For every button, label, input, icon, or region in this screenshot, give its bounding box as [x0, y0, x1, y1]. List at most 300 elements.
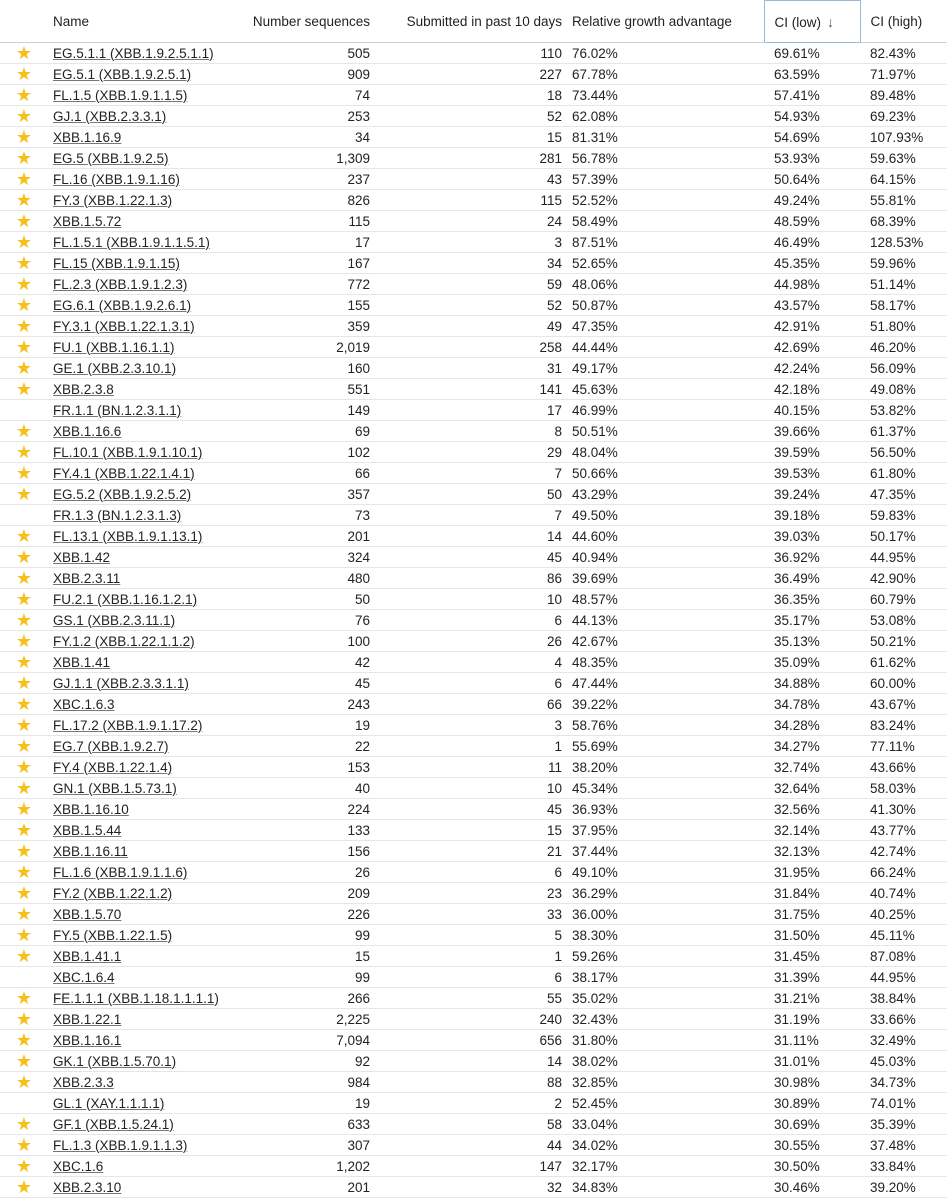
star-icon[interactable]: ★ — [15, 358, 33, 378]
star-icon[interactable]: ★ — [15, 778, 33, 798]
submitted-past-10-days-cell: 24 — [370, 211, 562, 232]
ci-high-cell: 32.49% — [860, 1030, 947, 1051]
variant-name-link[interactable]: GF.1 (XBB.1.5.24.1) — [53, 1116, 174, 1132]
table-row[interactable] — [0, 127, 947, 148]
table-row[interactable] — [0, 379, 947, 400]
table-row[interactable] — [0, 484, 947, 505]
star-cell[interactable] — [0, 1030, 48, 1051]
star-cell[interactable] — [0, 64, 48, 85]
variant-name-link[interactable]: FY.5 (XBB.1.22.1.5) — [53, 927, 173, 943]
table-row[interactable] — [0, 799, 947, 820]
table-row[interactable] — [0, 673, 947, 694]
submitted-past-10-days-cell: 45 — [370, 547, 562, 568]
ci-low-cell: 31.84% — [764, 883, 860, 904]
ci-low-cell: 34.88% — [764, 673, 860, 694]
variant-name-link[interactable]: XBB.2.3.8 — [53, 381, 114, 397]
star-cell[interactable] — [0, 610, 48, 631]
star-cell[interactable] — [0, 127, 48, 148]
star-cell[interactable] — [0, 1009, 48, 1030]
table-row[interactable] — [0, 526, 947, 547]
star-cell[interactable] — [0, 190, 48, 211]
submitted-past-10-days-cell: 66 — [370, 694, 562, 715]
star-cell[interactable] — [0, 757, 48, 778]
table-row[interactable] — [0, 442, 947, 463]
variant-name-link[interactable]: XBB.1.5.70 — [53, 906, 122, 922]
star-icon[interactable]: ★ — [15, 337, 33, 357]
table-row[interactable] — [0, 211, 947, 232]
ci-high-cell: 51.14% — [860, 274, 947, 295]
relative-growth-advantage-cell: 49.50% — [562, 505, 764, 526]
star-cell[interactable] — [0, 484, 48, 505]
variant-name-link[interactable]: GN.1 (XBB.1.5.73.1) — [53, 780, 177, 796]
table-row[interactable] — [0, 652, 947, 673]
variant-name-link[interactable]: FL.15 (XBB.1.9.1.15) — [53, 255, 180, 271]
star-icon[interactable]: ★ — [15, 904, 33, 924]
name-cell — [48, 1051, 228, 1072]
ci-low-cell: 54.93% — [764, 106, 860, 127]
ci-high-cell: 40.25% — [860, 904, 947, 925]
variant-name-link[interactable]: FR.1.3 (BN.1.2.3.1.3) — [53, 507, 182, 523]
star-icon[interactable]: ★ — [15, 715, 33, 735]
number-sequences-cell: 45 — [228, 673, 370, 694]
name-cell — [48, 43, 228, 64]
variant-name-link[interactable]: GS.1 (XBB.2.3.11.1) — [53, 612, 176, 628]
star-cell[interactable] — [0, 778, 48, 799]
star-icon[interactable]: ★ — [15, 820, 33, 840]
star-cell[interactable] — [0, 904, 48, 925]
table-row[interactable] — [0, 316, 947, 337]
name-cell — [48, 1114, 228, 1135]
table-row[interactable] — [0, 253, 947, 274]
relative-growth-advantage-cell: 46.99% — [562, 400, 764, 421]
star-cell[interactable] — [0, 106, 48, 127]
variant-name-link[interactable]: FY.1.2 (XBB.1.22.1.1.2) — [53, 633, 195, 649]
variant-name-link[interactable]: XBB.2.3.3 — [53, 1074, 114, 1090]
star-cell[interactable] — [0, 841, 48, 862]
variant-name-link[interactable]: XBB.1.5.72 — [53, 213, 122, 229]
submitted-past-10-days-cell: 1 — [370, 736, 562, 757]
star-cell[interactable] — [0, 85, 48, 106]
star-icon[interactable]: ★ — [15, 442, 33, 462]
table-row[interactable] — [0, 610, 947, 631]
table-row[interactable] — [0, 1072, 947, 1093]
submitted-past-10-days-cell: 15 — [370, 127, 562, 148]
variant-name-link[interactable]: EG.6.1 (XBB.1.9.2.6.1) — [53, 297, 192, 313]
star-cell[interactable] — [0, 631, 48, 652]
variant-name-link[interactable]: XBB.1.16.11 — [53, 843, 128, 859]
star-icon[interactable]: ★ — [15, 1051, 33, 1071]
variant-name-link[interactable]: FY.3.1 (XBB.1.22.1.3.1) — [53, 318, 195, 334]
star-icon[interactable]: ★ — [15, 631, 33, 651]
ci-low-cell: 32.13% — [764, 841, 860, 862]
star-cell[interactable] — [0, 274, 48, 295]
star-icon[interactable]: ★ — [15, 589, 33, 609]
variant-name-link[interactable]: XBC.1.6 — [53, 1158, 104, 1174]
star-icon[interactable]: ★ — [15, 526, 33, 546]
star-icon[interactable]: ★ — [15, 673, 33, 693]
star-cell[interactable] — [0, 337, 48, 358]
variant-name-link[interactable]: FU.1 (XBB.1.16.1.1) — [53, 339, 175, 355]
star-icon[interactable]: ★ — [15, 421, 33, 441]
star-cell[interactable] — [0, 799, 48, 820]
number-sequences-cell: 99 — [228, 925, 370, 946]
star-cell[interactable] — [0, 295, 48, 316]
ci-low-cell: 53.93% — [764, 148, 860, 169]
star-cell[interactable] — [0, 925, 48, 946]
star-cell[interactable] — [0, 694, 48, 715]
header-ci-low[interactable]: CI (low) ↓ — [764, 1, 860, 43]
number-sequences-cell: 909 — [228, 64, 370, 85]
table-row[interactable] — [0, 337, 947, 358]
star-cell[interactable] — [0, 589, 48, 610]
variant-name-link[interactable]: GK.1 (XBB.1.5.70.1) — [53, 1053, 177, 1069]
variant-name-link[interactable]: XBB.1.41.1 — [53, 948, 122, 964]
ci-low-cell: 30.55% — [764, 1135, 860, 1156]
table-row[interactable] — [0, 1135, 947, 1156]
variant-name-link[interactable]: FL.1.6 (XBB.1.9.1.1.6) — [53, 864, 188, 880]
variant-name-link[interactable]: XBC.1.6.3 — [53, 696, 115, 712]
ci-low-cell: 34.78% — [764, 694, 860, 715]
star-icon[interactable]: ★ — [15, 736, 33, 756]
table-row[interactable] — [0, 1156, 947, 1177]
table-row[interactable] — [0, 547, 947, 568]
star-cell[interactable] — [0, 967, 48, 988]
variant-name-link[interactable]: FY.3 (XBB.1.22.1.3) — [53, 192, 173, 208]
star-icon[interactable]: ★ — [15, 1030, 33, 1050]
ci-high-cell: 45.11% — [860, 925, 947, 946]
star-icon[interactable]: ★ — [15, 841, 33, 861]
table-row[interactable] — [0, 421, 947, 442]
star-icon[interactable]: ★ — [15, 64, 33, 84]
star-icon[interactable]: ★ — [15, 799, 33, 819]
table-row[interactable] — [0, 274, 947, 295]
star-cell[interactable] — [0, 736, 48, 757]
variant-name-link[interactable]: FL.1.5 (XBB.1.9.1.1.5) — [53, 87, 188, 103]
star-cell[interactable] — [0, 1156, 48, 1177]
star-icon[interactable]: ★ — [15, 316, 33, 336]
star-icon[interactable]: ★ — [15, 127, 33, 147]
table-row[interactable] — [0, 862, 947, 883]
name-cell — [48, 274, 228, 295]
number-sequences-cell: 7,094 — [228, 1030, 370, 1051]
variant-name-link[interactable]: EG.7 (XBB.1.9.2.7) — [53, 738, 169, 754]
table-row[interactable] — [0, 904, 947, 925]
star-cell[interactable] — [0, 820, 48, 841]
table-row[interactable] — [0, 358, 947, 379]
submitted-past-10-days-cell: 44 — [370, 1135, 562, 1156]
star-cell[interactable] — [0, 1114, 48, 1135]
star-icon[interactable]: ★ — [15, 1009, 33, 1029]
name-cell — [48, 148, 228, 169]
variant-name-link[interactable]: XBB.1.5.44 — [53, 822, 122, 838]
star-cell[interactable] — [0, 400, 48, 421]
table-row[interactable] — [0, 169, 947, 190]
table-row[interactable] — [0, 106, 947, 127]
variant-name-link[interactable]: GL.1 (XAY.1.1.1.1) — [53, 1095, 165, 1111]
table-row[interactable] — [0, 715, 947, 736]
relative-growth-advantage-cell: 58.76% — [562, 715, 764, 736]
ci-high-cell: 44.95% — [860, 967, 947, 988]
star-cell[interactable] — [0, 169, 48, 190]
variant-name-link[interactable]: XBC.1.6.4 — [53, 969, 115, 985]
star-cell[interactable] — [0, 379, 48, 400]
star-cell[interactable] — [0, 316, 48, 337]
table-row[interactable] — [0, 1114, 947, 1135]
variant-name-link[interactable]: FY.2 (XBB.1.22.1.2) — [53, 885, 173, 901]
name-cell — [48, 715, 228, 736]
ci-low-cell: 34.28% — [764, 715, 860, 736]
number-sequences-cell: 201 — [228, 526, 370, 547]
variant-name-link[interactable]: FL.2.3 (XBB.1.9.1.2.3) — [53, 276, 188, 292]
number-sequences-cell: 22 — [228, 736, 370, 757]
star-cell[interactable] — [0, 358, 48, 379]
star-cell[interactable] — [0, 505, 48, 526]
star-cell[interactable] — [0, 232, 48, 253]
name-cell — [48, 1093, 228, 1114]
number-sequences-cell: 826 — [228, 190, 370, 211]
variant-name-link[interactable]: XBB.2.3.10 — [53, 1179, 122, 1195]
star-cell[interactable] — [0, 946, 48, 967]
star-cell[interactable] — [0, 421, 48, 442]
variant-name-link[interactable]: FL.17.2 (XBB.1.9.1.17.2) — [53, 717, 203, 733]
table-row[interactable] — [0, 820, 947, 841]
star-icon[interactable]: ★ — [15, 862, 33, 882]
star-icon[interactable]: ★ — [15, 1156, 33, 1176]
variant-name-link[interactable]: EG.5 (XBB.1.9.2.5) — [53, 150, 169, 166]
table-row[interactable] — [0, 1051, 947, 1072]
variant-name-link[interactable]: FR.1.1 (BN.1.2.3.1.1) — [53, 402, 182, 418]
number-sequences-cell: 2,019 — [228, 337, 370, 358]
ci-high-cell: 59.96% — [860, 253, 947, 274]
table-row[interactable] — [0, 568, 947, 589]
variant-name-link[interactable]: XBB.2.3.11 — [53, 570, 121, 586]
ci-low-cell: 39.59% — [764, 442, 860, 463]
star-icon[interactable]: ★ — [15, 568, 33, 588]
star-icon[interactable]: ★ — [15, 169, 33, 189]
ci-high-cell: 50.21% — [860, 631, 947, 652]
table-row[interactable] — [0, 232, 947, 253]
number-sequences-cell: 102 — [228, 442, 370, 463]
star-icon[interactable]: ★ — [15, 1177, 33, 1197]
ci-high-cell: 39.20% — [860, 1177, 947, 1198]
table-row[interactable] — [0, 988, 947, 1009]
star-icon[interactable]: ★ — [15, 232, 33, 252]
variant-name-link[interactable]: GJ.1 (XBB.2.3.3.1) — [53, 108, 167, 124]
star-cell[interactable] — [0, 1135, 48, 1156]
star-icon[interactable]: ★ — [15, 1114, 33, 1134]
variant-name-link[interactable]: EG.5.1.1 (XBB.1.9.2.5.1.1) — [53, 45, 214, 61]
star-cell[interactable] — [0, 1177, 48, 1198]
ci-high-cell: 74.01% — [860, 1093, 947, 1114]
star-icon[interactable]: ★ — [15, 1135, 33, 1155]
star-cell[interactable] — [0, 442, 48, 463]
variant-name-link[interactable]: FY.4.1 (XBB.1.22.1.4.1) — [53, 465, 195, 481]
ci-low-cell: 32.74% — [764, 757, 860, 778]
ci-low-cell: 31.19% — [764, 1009, 860, 1030]
star-icon[interactable]: ★ — [15, 379, 33, 399]
star-cell[interactable] — [0, 568, 48, 589]
ci-high-cell: 71.97% — [860, 64, 947, 85]
star-icon[interactable]: ★ — [15, 946, 33, 966]
variant-name-link[interactable]: XBB.1.16.6 — [53, 423, 122, 439]
star-icon[interactable]: ★ — [15, 106, 33, 126]
name-cell — [48, 358, 228, 379]
header-submitted-past-10-days[interactable]: Submitted in past 10 days — [370, 1, 562, 43]
ci-high-cell: 50.17% — [860, 526, 947, 547]
relative-growth-advantage-cell: 38.20% — [562, 757, 764, 778]
header-name[interactable]: Name — [48, 1, 228, 43]
variant-name-link[interactable]: XBB.1.42 — [53, 549, 111, 565]
table-row[interactable] — [0, 295, 947, 316]
table-row[interactable] — [0, 925, 947, 946]
table-row[interactable] — [0, 883, 947, 904]
star-icon[interactable]: ★ — [15, 85, 33, 105]
star-icon[interactable]: ★ — [15, 253, 33, 273]
name-cell — [48, 1072, 228, 1093]
star-icon[interactable]: ★ — [15, 484, 33, 504]
variant-name-link[interactable]: FL.10.1 (XBB.1.9.1.10.1) — [53, 444, 203, 460]
variant-name-link[interactable]: XBB.1.16.10 — [53, 801, 129, 817]
star-cell[interactable] — [0, 148, 48, 169]
submitted-past-10-days-cell: 14 — [370, 526, 562, 547]
table-row[interactable] — [0, 841, 947, 862]
name-cell — [48, 757, 228, 778]
variant-name-link[interactable]: EG.5.2 (XBB.1.9.2.5.2) — [53, 486, 192, 502]
ci-high-cell: 56.50% — [860, 442, 947, 463]
submitted-past-10-days-cell: 110 — [370, 43, 562, 64]
ci-high-cell: 60.00% — [860, 673, 947, 694]
table-row[interactable] — [0, 190, 947, 211]
star-icon[interactable]: ★ — [15, 883, 33, 903]
relative-growth-advantage-cell: 87.51% — [562, 232, 764, 253]
table-row[interactable] — [0, 589, 947, 610]
star-cell[interactable] — [0, 43, 48, 64]
star-cell[interactable] — [0, 1093, 48, 1114]
header-relative-growth-advantage[interactable]: Relative growth advantage — [562, 1, 764, 43]
table-row[interactable] — [0, 43, 947, 64]
submitted-past-10-days-cell: 3 — [370, 715, 562, 736]
star-icon[interactable]: ★ — [15, 1072, 33, 1092]
table-row[interactable] — [0, 400, 947, 421]
variant-name-link[interactable]: XBB.1.41 — [53, 654, 111, 670]
star-cell[interactable] — [0, 988, 48, 1009]
table-row[interactable] — [0, 1177, 947, 1198]
table-row[interactable] — [0, 148, 947, 169]
submitted-past-10-days-cell: 6 — [370, 610, 562, 631]
variant-name-link[interactable]: GJ.1.1 (XBB.2.3.3.1.1) — [53, 675, 189, 691]
relative-growth-advantage-cell: 62.08% — [562, 106, 764, 127]
relative-growth-advantage-cell: 36.29% — [562, 883, 764, 904]
star-cell[interactable] — [0, 463, 48, 484]
table-row[interactable] — [0, 1009, 947, 1030]
star-icon[interactable]: ★ — [15, 547, 33, 567]
star-icon[interactable]: ★ — [15, 694, 33, 714]
table-row[interactable] — [0, 631, 947, 652]
variant-name-link[interactable]: FE.1.1.1 (XBB.1.18.1.1.1.1) — [53, 990, 219, 1006]
header-ci-high[interactable]: CI (high) — [860, 1, 947, 43]
star-cell[interactable] — [0, 1072, 48, 1093]
star-icon[interactable]: ★ — [15, 610, 33, 630]
number-sequences-cell: 74 — [228, 85, 370, 106]
star-cell[interactable] — [0, 715, 48, 736]
header-number-sequences[interactable]: Number sequences — [228, 1, 370, 43]
star-cell[interactable] — [0, 526, 48, 547]
star-icon[interactable]: ★ — [15, 925, 33, 945]
table-row[interactable] — [0, 757, 947, 778]
star-cell[interactable] — [0, 862, 48, 883]
submitted-past-10-days-cell: 1 — [370, 946, 562, 967]
star-icon[interactable]: ★ — [15, 190, 33, 210]
number-sequences-cell: 42 — [228, 652, 370, 673]
variant-name-link[interactable]: FY.4 (XBB.1.22.1.4) — [53, 759, 173, 775]
variant-name-link[interactable]: FL.1.3 (XBB.1.9.1.1.3) — [53, 1137, 188, 1153]
relative-growth-advantage-cell: 81.31% — [562, 127, 764, 148]
star-icon[interactable]: ★ — [15, 148, 33, 168]
star-icon[interactable]: ★ — [15, 652, 33, 672]
variant-name-link[interactable]: FL.13.1 (XBB.1.9.1.13.1) — [53, 528, 203, 544]
table-row[interactable] — [0, 778, 947, 799]
table-row[interactable] — [0, 1093, 947, 1114]
variant-name-link[interactable]: GE.1 (XBB.2.3.10.1) — [53, 360, 177, 376]
name-cell — [48, 736, 228, 757]
number-sequences-cell: 359 — [228, 316, 370, 337]
name-cell — [48, 967, 228, 988]
variant-name-link[interactable]: FU.2.1 (XBB.1.16.1.2.1) — [53, 591, 198, 607]
star-cell[interactable] — [0, 1051, 48, 1072]
table-row[interactable] — [0, 967, 947, 988]
variant-name-link[interactable]: FL.1.5.1 (XBB.1.9.1.1.5.1) — [53, 234, 210, 250]
star-cell[interactable] — [0, 547, 48, 568]
star-icon[interactable]: ★ — [15, 757, 33, 777]
ci-high-cell: 45.03% — [860, 1051, 947, 1072]
star-icon[interactable]: ★ — [15, 211, 33, 231]
variant-name-link[interactable]: XBB.1.22.1 — [53, 1011, 122, 1027]
variant-name-link[interactable]: FL.16 (XBB.1.9.1.16) — [53, 171, 180, 187]
star-cell[interactable] — [0, 211, 48, 232]
number-sequences-cell: 50 — [228, 589, 370, 610]
variant-name-link[interactable]: XBB.1.16.1 — [53, 1032, 122, 1048]
ci-high-cell: 42.74% — [860, 841, 947, 862]
table-row[interactable] — [0, 505, 947, 526]
relative-growth-advantage-cell: 33.04% — [562, 1114, 764, 1135]
ci-low-cell: 32.14% — [764, 820, 860, 841]
relative-growth-advantage-cell: 38.30% — [562, 925, 764, 946]
star-cell[interactable] — [0, 883, 48, 904]
table-row[interactable] — [0, 736, 947, 757]
table-row[interactable] — [0, 64, 947, 85]
star-cell[interactable] — [0, 673, 48, 694]
table-row[interactable] — [0, 946, 947, 967]
sort-descending-icon: ↓ — [827, 13, 834, 30]
star-icon[interactable]: ★ — [15, 463, 33, 483]
star-cell[interactable] — [0, 652, 48, 673]
table-row[interactable] — [0, 694, 947, 715]
number-sequences-cell: 357 — [228, 484, 370, 505]
ci-low-cell: 36.49% — [764, 568, 860, 589]
variant-name-link[interactable]: EG.5.1 (XBB.1.9.2.5.1) — [53, 66, 192, 82]
table-row[interactable] — [0, 85, 947, 106]
table-row[interactable] — [0, 463, 947, 484]
star-icon[interactable]: ★ — [15, 988, 33, 1008]
star-icon[interactable]: ★ — [15, 295, 33, 315]
ci-high-cell: 44.95% — [860, 547, 947, 568]
star-icon[interactable]: ★ — [15, 43, 33, 63]
star-icon[interactable]: ★ — [15, 274, 33, 294]
variant-name-link[interactable]: XBB.1.16.9 — [53, 129, 122, 145]
submitted-past-10-days-cell: 55 — [370, 988, 562, 1009]
star-cell[interactable] — [0, 253, 48, 274]
table-row[interactable] — [0, 1030, 947, 1051]
